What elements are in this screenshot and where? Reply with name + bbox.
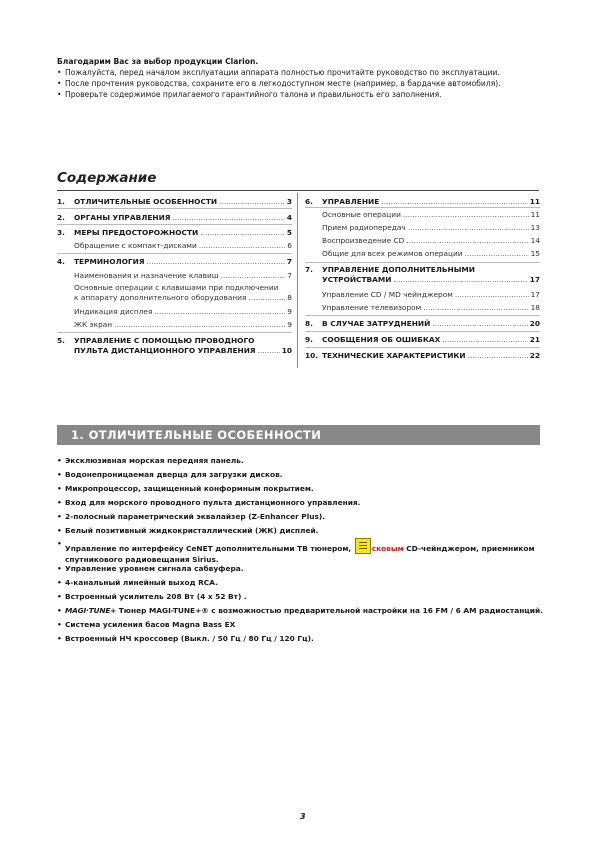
feature-item: • Микропроцессор, защищенный конформным покрытием.: [57, 483, 547, 494]
toc-entry[interactable]: [57, 271, 292, 280]
highlighted-text: сковым: [371, 544, 404, 553]
toc-leader-dots: [442, 335, 527, 344]
cenet-text-cont: CD-чейнджером, приемником: [403, 544, 535, 553]
toc-entry-page: 3: [286, 197, 292, 206]
toc-entry-label: ПУЛЬТА ДИСТАНЦИОННОГО УПРАВЛЕНИЯ: [74, 346, 256, 355]
toc-entry-label: В СЛУЧАЕ ЗАТРУДНЕНИЙ: [322, 319, 431, 328]
feature-item: • 4-канальный линейный выход RCA.: [57, 577, 547, 588]
toc-leader-dots: [381, 197, 527, 206]
toc-entry-page: 8: [287, 293, 292, 302]
toc-separator: [57, 208, 292, 209]
toc-entry[interactable]: [305, 236, 540, 245]
toc-entry-label: Основные операции с клавишами при подключении: [74, 283, 279, 292]
magi-tune-text: Тюнер MAGI-TUNE+® с возможностью предварительной настройки на 16 FM / 6 AM радиостанций.: [116, 606, 543, 615]
toc-leader-dots: [219, 197, 285, 206]
toc-entry[interactable]: [57, 228, 292, 237]
toc-separator: [305, 331, 540, 332]
toc-entry-number: 4.: [57, 257, 65, 266]
toc-leader-dots: [406, 236, 528, 245]
toc-entry-page: 17: [529, 275, 540, 284]
toc-leader-dots: [393, 275, 527, 284]
toc-entry[interactable]: [305, 319, 540, 328]
toc-separator: [305, 262, 540, 263]
toc-leader-dots: [172, 213, 284, 222]
toc-entry-number: 2.: [57, 213, 65, 222]
toc-entry-label: ЖК экран: [74, 320, 113, 329]
toc-leader-dots: [432, 319, 527, 328]
toc-entry-number: 7.: [305, 265, 313, 274]
toc-entry-page: 9: [287, 307, 292, 316]
toc-entry[interactable]: [57, 197, 292, 206]
toc-entry-label: Наименования и назначение клавиш: [74, 271, 219, 280]
toc-leader-dots: [468, 351, 528, 360]
feature-item: • Белый позитивный жидкокристаллический (ЖК) дисплей.: [57, 525, 547, 536]
magi-tune-logo: MAGI·TUNE+: [65, 606, 117, 615]
toc-leader-dots: [258, 346, 280, 355]
toc-entry-label: Общие для всех режимов операции: [322, 249, 463, 258]
toc-rule: [57, 190, 539, 191]
toc-entry-page: 22: [529, 351, 540, 360]
toc-entry[interactable]: [305, 290, 540, 299]
toc-entry-number: 10.: [305, 351, 319, 360]
feature-item: • Система усиления басов Magna Bass EX: [57, 619, 547, 630]
toc-entry-label: ОТЛИЧИТЕЛЬНЫЕ ОСОБЕННОСТИ: [74, 197, 218, 206]
toc-separator: [305, 347, 540, 348]
toc-entry-page: 10: [281, 346, 292, 355]
toc-entry[interactable]: [57, 257, 292, 266]
cenet-text-line2: спутникового радиовещания Sirius.: [65, 555, 219, 564]
feature-item: • Управление уровнем сигнала сабвуфера.: [57, 563, 547, 574]
section-title: 1. ОТЛИЧИТЕЛЬНЫЕ ОСОБЕННОСТИ: [71, 428, 322, 442]
toc-entry-label: УПРАВЛЕНИЕ: [322, 197, 380, 206]
toc-leader-dots: [200, 228, 285, 237]
toc-entry-label: СООБЩЕНИЯ ОБ ОШИБКАХ: [322, 335, 441, 344]
toc-leader-dots: [114, 320, 285, 329]
toc-entry-page: 7: [286, 257, 292, 266]
toc-entry-page: 13: [530, 223, 540, 232]
toc-entry[interactable]: [57, 307, 292, 316]
toc-entry-label: МЕРЫ ПРЕДОСТОРОЖНОСТИ: [74, 228, 199, 237]
toc-entry-page: 7: [287, 271, 292, 280]
toc-entry[interactable]: [305, 335, 540, 344]
toc-entry-label: Воспроизведение CD: [322, 236, 405, 245]
toc-entry-label: ТЕХНИЧЕСКИЕ ХАРАКТЕРИСТИКИ: [322, 351, 466, 360]
page-number: 3: [300, 812, 306, 821]
toc-entry-cont[interactable]: [57, 293, 292, 302]
feature-item: • Встроенный НЧ кроссовер (Выкл. / 50 Гц / 80 Гц / 120 Гц).: [57, 633, 547, 644]
toc-separator: [305, 315, 540, 316]
toc-entry-page: 18: [530, 303, 540, 312]
feature-item: • 2-полосный параметрический эквалайзер (Z-Enhancer Plus).: [57, 511, 547, 522]
note-icon[interactable]: [355, 538, 371, 554]
feature-item-magitune: [57, 605, 547, 616]
toc-leader-dots: [403, 210, 529, 219]
thanks-line: Благодарим Вас за выбор продукции Clarion.: [57, 57, 259, 66]
toc-separator: [305, 207, 540, 208]
feature-item: • Эксклюзивная морская передняя панель.: [57, 455, 547, 466]
feature-item: • Встроенный усилитель 208 Вт (4 x 52 Вт) .: [57, 591, 547, 602]
toc-leader-dots: [221, 271, 286, 280]
toc-entry[interactable]: [57, 283, 292, 292]
toc-entry-label: Управление CD / MD чейнджером: [322, 290, 453, 299]
toc-entry-label: Обращение с компакт-дисками: [74, 241, 197, 250]
toc-entry-page: 11: [530, 210, 540, 219]
toc-entry[interactable]: [57, 320, 292, 329]
toc-leader-dots: [465, 249, 529, 258]
toc-title: Содержание: [57, 170, 157, 186]
toc-entry[interactable]: [305, 197, 540, 206]
toc-leader-dots: [408, 223, 529, 232]
toc-entry-number: 1.: [57, 197, 65, 206]
toc-leader-dots: [147, 257, 285, 266]
toc-entry-label: ОРГАНЫ УПРАВЛЕНИЯ: [74, 213, 171, 222]
toc-leader-dots: [455, 290, 529, 299]
toc-entry-page: 5: [286, 228, 292, 237]
toc-entry[interactable]: [305, 210, 540, 219]
toc-entry-page: 11: [529, 197, 540, 206]
toc-entry[interactable]: [305, 351, 540, 360]
toc-entry-label: УПРАВЛЕНИЕ С ПОМОЩЬЮ ПРОВОДНОГО: [74, 336, 255, 345]
toc-entry-label: ТЕРМИНОЛОГИЯ: [74, 257, 145, 266]
toc-entry[interactable]: [57, 213, 292, 222]
toc-entry-label: УСТРОЙСТВАМИ: [322, 275, 392, 284]
toc-leader-dots: [199, 241, 286, 250]
toc-entry-page: 4: [286, 213, 292, 222]
toc-entry-page: 17: [530, 290, 540, 299]
toc-entry-page: 14: [530, 236, 540, 245]
toc-entry-label: Управление телевизором: [322, 303, 422, 312]
cenet-text: Управление по интерфейсу CeNET дополнительными ТВ тюнером,: [65, 544, 354, 553]
toc-entry-label: к аппарату дополнительного оборудования: [74, 293, 247, 302]
toc-leader-dots: [154, 307, 285, 316]
toc-entry-page: 6: [287, 241, 292, 250]
toc-entry-number: 5.: [57, 336, 65, 345]
intro-bullet: • После прочтения руководства, сохраните его в легкодоступном месте (например, в бардачке автомобиля).: [57, 78, 547, 89]
toc-entry-label: Основные операции: [322, 210, 401, 219]
toc-entry-label: УПРАВЛЕНИЕ ДОПОЛНИТЕЛЬНЫМИ: [322, 265, 475, 274]
toc-separator: [57, 253, 292, 254]
feature-item: • Водонепроницаемая дверца для загрузки дисков.: [57, 469, 547, 480]
toc-entry[interactable]: [57, 241, 292, 250]
toc-entry-number: 3.: [57, 228, 65, 237]
toc-entry-number: 6.: [305, 197, 313, 206]
intro-bullet: • Пожалуйста, перед началом эксплуатации аппарата полностью прочитайте руководство по эксплуатации.: [57, 67, 547, 78]
toc-column-divider: [297, 193, 298, 368]
feature-item-cenet: [57, 538, 547, 565]
toc-separator: [57, 332, 292, 333]
toc-leader-dots: [423, 303, 528, 312]
toc-entry-number: 9.: [305, 335, 313, 344]
toc-entry[interactable]: [305, 265, 540, 274]
toc-entry-page: 15: [530, 249, 540, 258]
toc-entry[interactable]: [57, 336, 292, 345]
intro-bullet: • Проверьте содержимое прилагаемого гарантийного талона и правильность его заполнения.: [57, 89, 547, 100]
toc-entry-cont[interactable]: [305, 275, 540, 284]
feature-item: • Вход для морского проводного пульта дистанционного управления.: [57, 497, 547, 508]
toc-entry[interactable]: [305, 303, 540, 312]
toc-entry-label: Прием радиопередач: [322, 223, 406, 232]
toc-entry-number: 8.: [305, 319, 313, 328]
toc-entry-page: 21: [529, 335, 540, 344]
toc-entry-cont[interactable]: [57, 346, 292, 355]
toc-entry-label: Индикация дисплея: [74, 307, 153, 316]
toc-separator: [57, 224, 292, 225]
toc-entry-page: 20: [529, 319, 540, 328]
toc-entry[interactable]: [305, 223, 540, 232]
intro-block: [57, 56, 547, 100]
toc-entry[interactable]: [305, 249, 540, 258]
toc-leader-dots: [248, 293, 285, 302]
toc-entry-page: 9: [287, 320, 292, 329]
